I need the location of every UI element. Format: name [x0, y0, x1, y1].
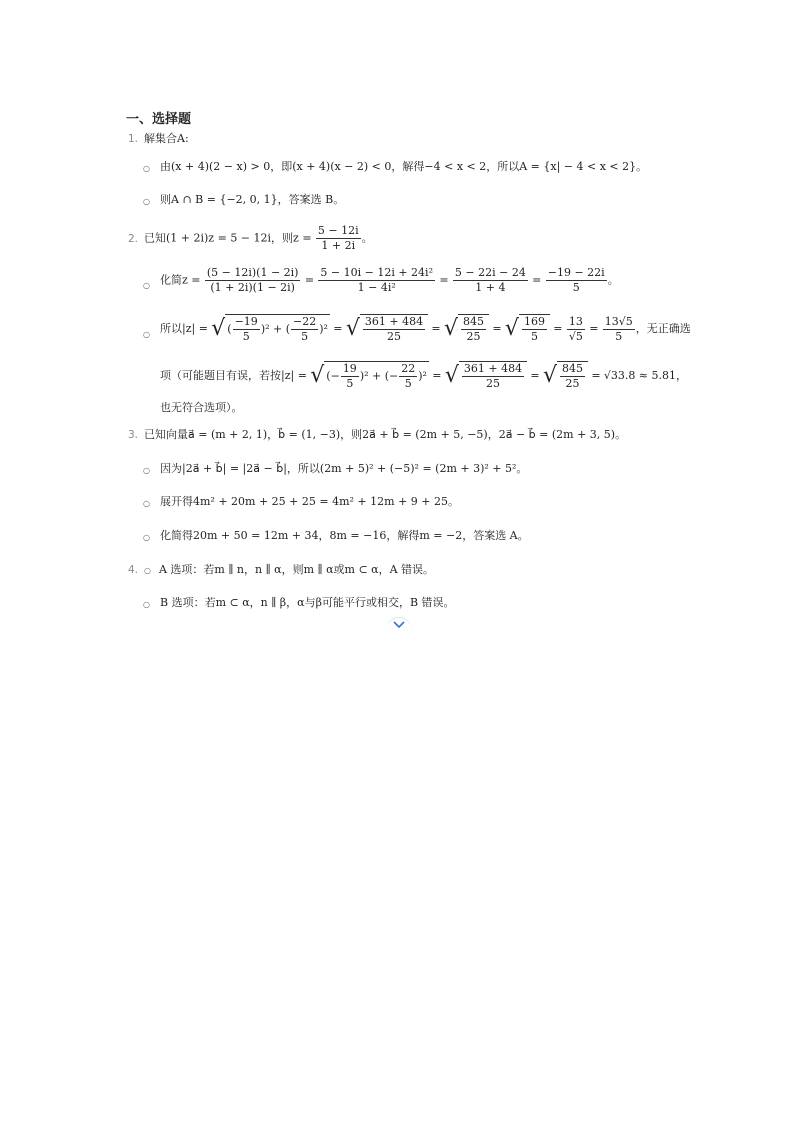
q3-step-c: 化简得20m + 50 = 12m + 34，8m = −16，解得m = −2，答案选 A。 [160, 529, 529, 542]
fraction-numerator: 845 [562, 362, 584, 375]
fraction-numerator: −19 [234, 315, 258, 328]
q2a-text-post: 。 [607, 273, 619, 287]
bullet-icon: ○ [143, 600, 150, 609]
q2a-fraction-2 [318, 266, 435, 295]
q2-text-post: 。 [361, 231, 373, 245]
q4-step-b: B 选项：若m ⊂ α，n ∥ β，α与β可能平行或相交，B 错误。 [160, 596, 455, 609]
q2c-text-pre: 项（可能题目有误，若按|z| = [160, 369, 307, 382]
fraction-denominator: 5 [615, 329, 623, 343]
q4-line-a [128, 563, 434, 578]
fraction-numerator: 13 [567, 315, 585, 330]
q1-step-b: 则A ∩ B = {−2, 0, 1}，答案选 B。 [160, 193, 345, 206]
q2c-text-post: ≈ 5.81， [638, 369, 687, 382]
q1-number: 1. [128, 133, 139, 145]
fraction-numerator: 22 [401, 362, 416, 375]
q2c-sqrt-1: √ (− $\frac{19}{5}$ )² + (− $\frac{22}{5}$ )² [310, 362, 427, 390]
q4-step-a: A 选项：若m ∥ n，n ∥ α，则m ∥ α或m ⊂ α，A 错误。 [158, 563, 435, 576]
q1-text: 解集合A: [144, 132, 189, 145]
q2-line [128, 224, 373, 253]
fraction-denominator: 5 [346, 377, 354, 390]
q2b-sqrt-1: √ ( $\frac{-19}{5}$ )² + ( $\frac{-22}{5}$ )² [211, 315, 328, 343]
section-heading: 一、选择题 [126, 112, 192, 127]
q2-step-b: 所以|z| = √ ( $\frac{-19}{5}$ )² + ( $\frac{-22}{5}$ )² = √ $\frac{361 + 484}{25}$ = √ $\frac{845}{25}$ = √ $\frac{169}{5}$ = $\frac{13}{√5}$ = $\frac{13√5}{5}$ ，无正确选 [160, 314, 691, 343]
fraction-denominator: 5 [572, 281, 580, 294]
q2-step-c: 项（可能题目有误，若按|z| = √ (− $\frac{19}{5}$ )² + (− $\frac{22}{5}$ )² = √ $\frac{361 + 484}{25}$ = √ $\frac{845}{25}$ = √33.8 ≈ 5.81， [160, 362, 687, 390]
fraction-numerator: −19 − 22i [547, 266, 605, 279]
q2-step-a [160, 266, 619, 295]
q2a-fraction-4 [546, 266, 607, 295]
fraction-numerator: 5 − 12i [317, 224, 359, 237]
expand-button[interactable] [386, 617, 412, 634]
fraction-denominator: 25 [466, 330, 481, 343]
fraction-denominator: 25 [565, 377, 580, 390]
q3-line [128, 428, 626, 442]
fraction-numerator: 361 + 484 [364, 315, 424, 328]
equals-sign: = [304, 273, 315, 287]
bullet-icon: ○ [143, 164, 150, 173]
q1-line [128, 132, 189, 146]
bullet-icon: ○ [144, 566, 151, 575]
bullet-icon: ○ [143, 281, 150, 290]
fraction-denominator: (1 + 2i)(1 − 2i) [210, 281, 295, 294]
fraction-denominator: 1 − 4i² [357, 281, 396, 294]
fraction-denominator: 1 + 4 [475, 281, 506, 294]
bullet-icon: ○ [143, 197, 150, 206]
q2a-text-pre: 化简z = [160, 273, 201, 287]
q2c-sqrt-2: √ $\frac{361 + 484}{25}$ [445, 361, 527, 391]
q2b-fraction-5 [567, 315, 585, 344]
q2-step-d: 也无符合选项）。 [160, 401, 243, 414]
q3-step-a: 因为|2a⃗ + b⃗| = |2a⃗ − b⃗|，所以(2m + 5)² + (−5)² = (2m + 3)² + 5²。 [160, 462, 528, 475]
fraction-denominator: 25 [485, 377, 500, 390]
q2b-text-post: ，无正确选 [635, 322, 691, 335]
fraction-numerator: 845 [463, 315, 485, 328]
fraction-numerator: 13√5 [604, 314, 633, 328]
q3-text: 已知向量a⃗ = (m + 2, 1)，b⃗ = (1, −3)，则2a⃗ + b⃗ = (2m + 5, −5)，2a⃗ − b⃗ = (2m + 3, 5)。 [144, 428, 627, 441]
fraction-numerator: 19 [342, 362, 357, 375]
q2b-sqrt-4: √ $\frac{169}{5}$ [505, 314, 550, 344]
q2-number: 2. [128, 232, 139, 245]
q2-text-pre: 已知(1 + 2i)z = 5 − 12i，则z = [144, 231, 312, 245]
q2-fraction [316, 224, 361, 253]
bullet-icon: ○ [143, 499, 150, 508]
fraction-denominator: 5 [404, 377, 412, 390]
q2b-sqrt-3: √ $\frac{845}{25}$ [444, 314, 489, 344]
fraction-denominator: 25 [386, 330, 401, 343]
equals-sign: = [439, 273, 449, 287]
q2b-fraction-6 [603, 315, 635, 344]
bullet-icon: ○ [143, 330, 150, 339]
fraction-numerator: 5 − 10i − 12i + 24i² [320, 266, 433, 279]
fraction-denominator: √5 [568, 329, 583, 343]
q2b-text-pre: 所以|z| = [160, 322, 208, 335]
fraction-numerator: 169 [523, 315, 545, 328]
fraction-numerator: −22 [293, 315, 317, 328]
q2a-fraction-3 [453, 266, 528, 295]
fraction-numerator: (5 − 12i)(1 − 2i) [206, 266, 299, 279]
q2c-sqrt-4: √33.8 [603, 369, 636, 382]
fraction-numerator: 5 − 22i − 24 [454, 266, 526, 279]
chevron-down-icon [393, 621, 405, 629]
q2c-sqrt-3: √ $\frac{845}{25}$ [543, 361, 588, 391]
bullet-icon: ○ [143, 533, 150, 542]
fraction-denominator: 5 [301, 330, 309, 343]
fraction-denominator: 1 + 2i [321, 239, 356, 252]
fraction-denominator: 5 [242, 330, 250, 343]
bullet-icon: ○ [143, 466, 150, 475]
equals-sign: = [532, 273, 542, 287]
q2b-sqrt-2: √ $\frac{361 + 484}{25}$ [346, 314, 428, 344]
fraction-numerator: 361 + 484 [463, 362, 523, 375]
q4-number: 4. [128, 564, 139, 576]
q1-step-a: 由(x + 4)(2 − x) > 0，即(x + 4)(x − 2) < 0，解得−4 < x < 2，所以A = {x| − 4 < x < 2}。 [160, 160, 648, 173]
q3-number: 3. [128, 429, 139, 441]
q3-step-b: 展开得4m² + 20m + 25 + 25 = 4m² + 12m + 9 + 25。 [160, 495, 459, 508]
fraction-denominator: 5 [530, 330, 538, 343]
q2a-fraction-1 [205, 266, 301, 295]
